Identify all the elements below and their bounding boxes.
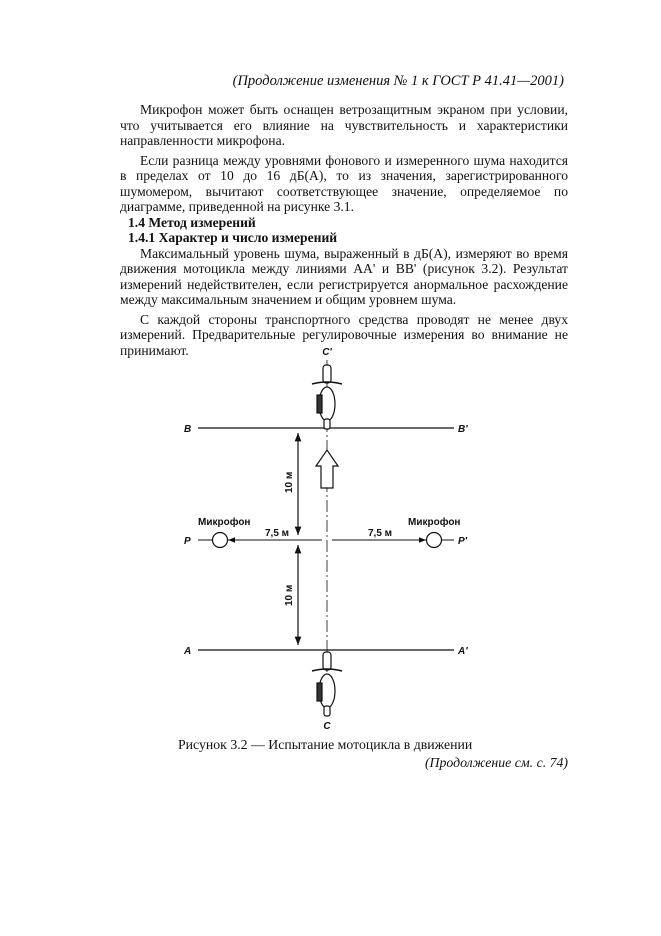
paragraph: С каждой стороны транспортного средства проводят не менее двух измерений. Предварительные регулировочные измерения во внимание не принимают. xyxy=(120,311,568,358)
direction-arrow-icon xyxy=(316,450,338,488)
label-b: B xyxy=(184,424,192,435)
label-a-prime: A' xyxy=(458,646,468,657)
label-p-prime: P' xyxy=(458,536,468,547)
label-c: C xyxy=(323,721,331,732)
microphone-right-icon xyxy=(427,533,442,548)
paragraph: Максимальный уровень шума, выраженный в дБ(А), измеряют во время движения мотоцикла между линиями АА' и ВВ' (рисунок 3.2). Результат измерений недействителен, если регистрируется анормальное расхождение между максимальным значением и общим уровнем шума. xyxy=(120,245,568,307)
page-header: (Продолжение изменения № 1 к ГОСТ Р 41.41—2001) xyxy=(232,73,564,89)
label-c-prime: C' xyxy=(322,347,332,358)
figure-caption: Рисунок 3.2 — Испытание мотоцикла в движении xyxy=(178,737,473,752)
mic-right-label: Микрофон xyxy=(408,517,461,528)
section-heading: 1.4 Метод измерений xyxy=(128,214,256,230)
label-p: P xyxy=(184,536,191,547)
subsection-heading: 1.4.1 Характер и число измерений xyxy=(128,230,338,245)
distance-left-label: 7,5 м xyxy=(265,528,290,539)
motorcycle-bottom-icon xyxy=(312,652,342,716)
paragraph: Если разница между уровнями фонового и измеренного шума находится в пределах от 10 до 16 дБ(А), то из значения, зарегистрированного шумомером, вычитают соответствующее значение, определяемое по диаграмме, приведенной на рисунке 3.1. xyxy=(120,152,568,214)
distance-upper-label: 10 м xyxy=(284,471,295,493)
distance-right-label: 7,5 м xyxy=(368,528,393,539)
mic-left-label: Микрофон xyxy=(198,517,251,528)
microphone-left-icon xyxy=(213,533,228,548)
motorcycle-top-icon xyxy=(312,365,342,429)
paragraph: Микрофон может быть оснащен ветрозащитным экраном при условии, что учитывается его влияние на чувствительность и характеристики направленности микрофона. xyxy=(120,102,568,148)
label-a: A xyxy=(184,646,192,657)
distance-lower-label: 10 м xyxy=(284,584,295,606)
label-b-prime: B' xyxy=(458,424,468,435)
continuation-note: (Продолжение см. с. 74) xyxy=(424,755,568,770)
